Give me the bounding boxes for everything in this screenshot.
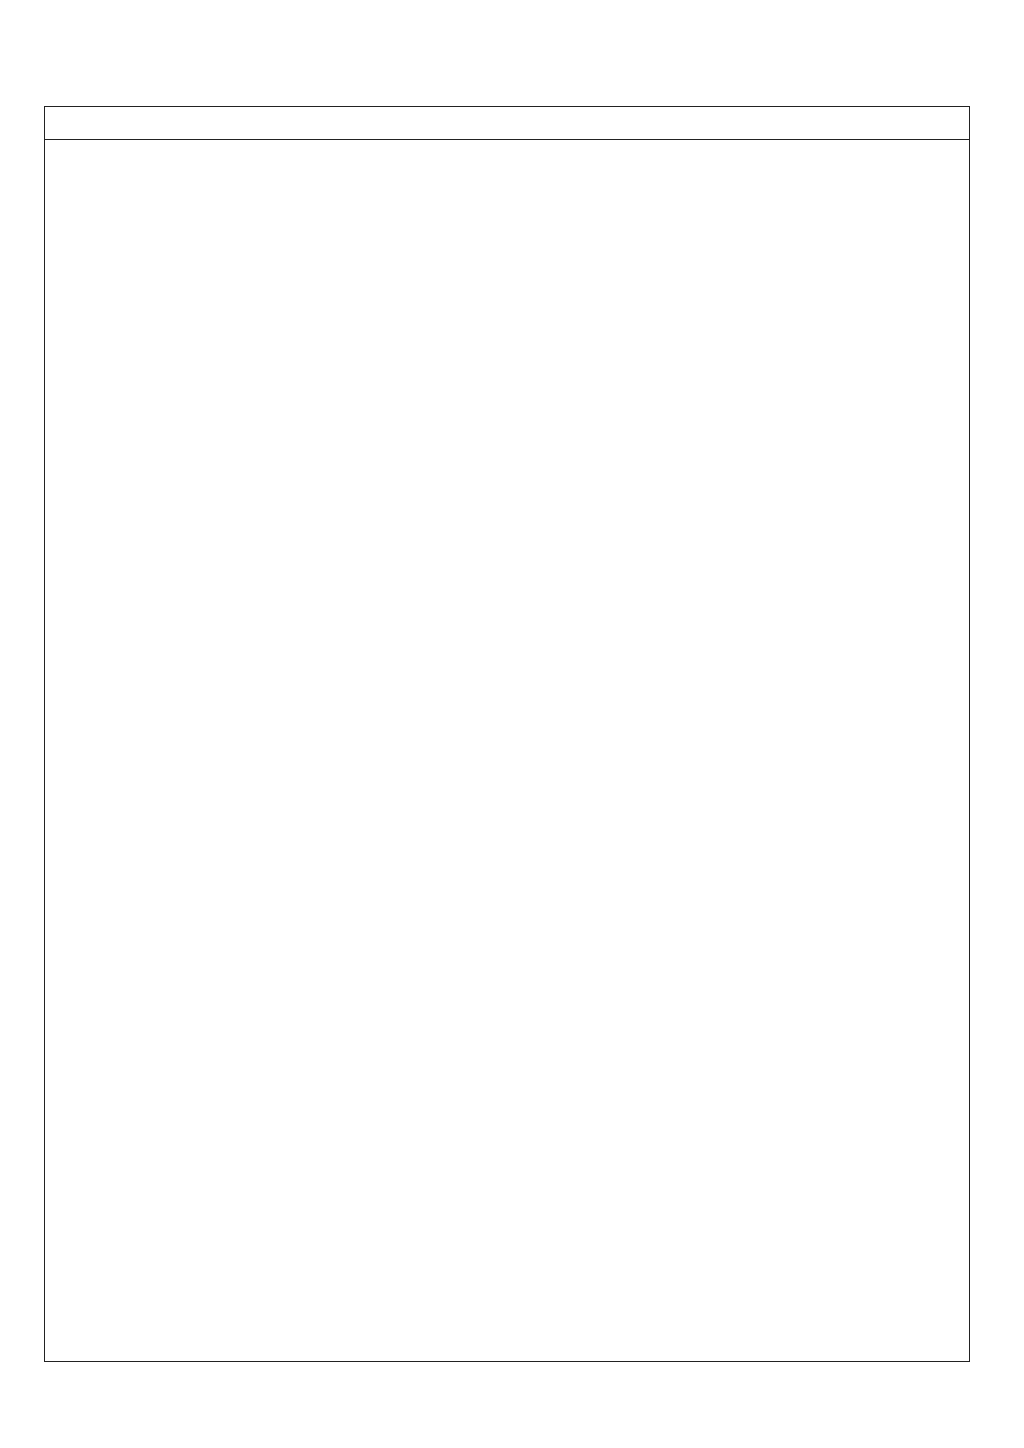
delegation-table [44,106,970,1362]
table-header [45,107,969,140]
